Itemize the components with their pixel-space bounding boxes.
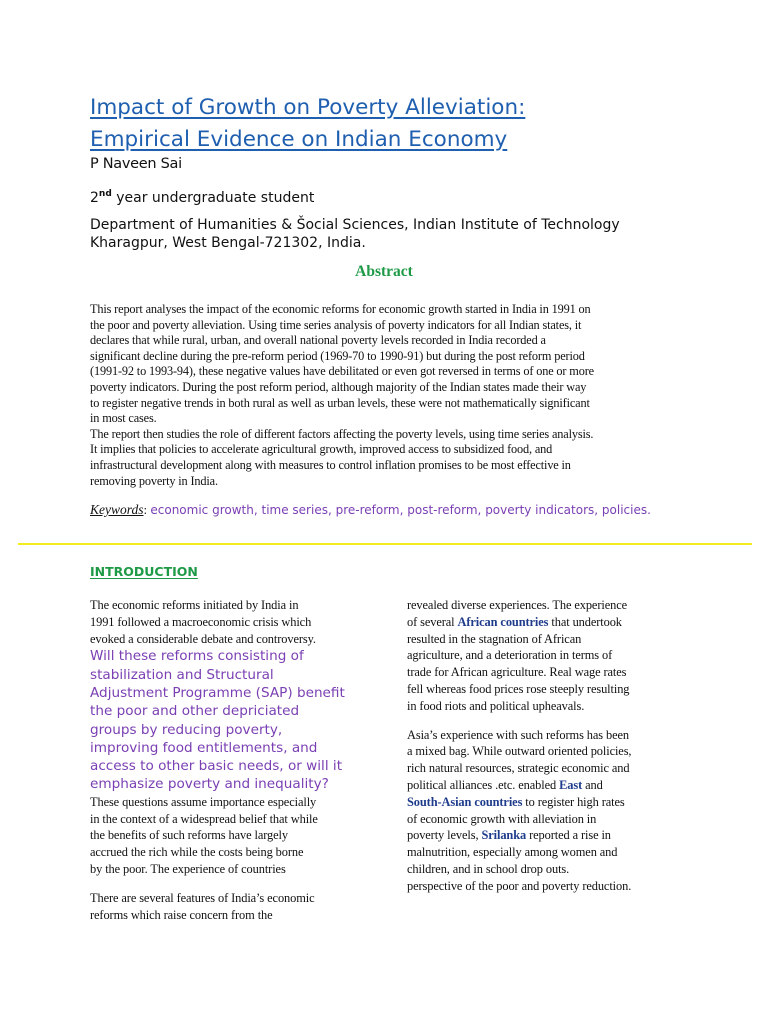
question-line: groups by reducing poverty, <box>90 721 283 738</box>
intro-column-right <box>407 597 697 895</box>
research-question <box>90 647 380 793</box>
abstract-line: in most cases. <box>90 411 157 426</box>
body-line <box>407 614 697 631</box>
body-line: rich natural resources, strategic economic and <box>407 761 630 776</box>
body-line: malnutrition, especially among women and <box>407 845 618 860</box>
keywords-colon: : <box>143 502 151 517</box>
question-line: stabilization and Structural <box>90 666 274 683</box>
body-line: reforms which raise concern from the <box>90 907 273 922</box>
body-line: Asia’s experience with such reforms has been <box>407 727 629 742</box>
abstract-line: This report analyses the impact of the economic reforms for economic growth started in India in 1991 on <box>90 302 591 316</box>
body-line: in food riots and political upheavals. <box>407 698 585 713</box>
body-text: reported a rise in <box>526 828 611 843</box>
question-line: Adjustment Programme (SAP) benefit <box>90 684 345 701</box>
abstract-line: the poor and poverty alleviation. Using time series analysis of poverty indicators for all Indian states, it <box>90 317 582 332</box>
author-year <box>90 190 314 206</box>
question-line: improving food entitlements, and <box>90 739 318 756</box>
body-text: of several <box>407 614 458 629</box>
abstract-line: (1991-92 to 1993-94), these negative values have debilitated or even got reversed in terms of one or more <box>90 364 594 379</box>
keyword-separator: , <box>477 503 486 517</box>
abstract-line: infrastructural development along with measures to control inflation promises to be most effective in <box>90 457 571 472</box>
abstract-heading: Abstract <box>355 263 413 280</box>
body-line: These questions assume importance especially <box>90 794 317 809</box>
question-line: the poor and other depriciated <box>90 703 300 720</box>
body-line: resulted in the stagnation of African <box>407 631 582 646</box>
keywords-label: Keywords <box>90 502 144 517</box>
body-line: children, and in school drop outs. <box>407 861 570 876</box>
abstract-body <box>90 302 690 489</box>
highlight-term: Srilanka <box>481 828 527 843</box>
body-line: a mixed bag. While outward oriented policies, <box>407 744 632 759</box>
paragraph-gap <box>90 878 380 890</box>
abstract-line: It implies that policies to accelerate agricultural growth, improved access to subsidized food, and <box>90 442 553 457</box>
author-name: P Naveen Sai <box>90 156 182 172</box>
keyword-separator: , <box>399 503 408 517</box>
keyword-link[interactable]: poverty indicators <box>485 503 595 517</box>
affiliation-line-2: Kharagpur, West Bengal-721302, India. <box>90 235 366 251</box>
keyword-link[interactable]: time series <box>261 503 328 517</box>
paragraph-gap <box>407 715 697 727</box>
abstract-line: to register negative trends in both rural as well as urban levels, these were not mathematically significant <box>90 395 590 410</box>
body-line: accrued the rich while the costs being borne <box>90 845 304 860</box>
body-line: of economic growth with alleviation in <box>407 811 597 826</box>
section-divider <box>18 543 752 545</box>
body-line: trade for African agriculture. Real wage rates <box>407 665 627 680</box>
highlight-term: African countries <box>457 614 549 629</box>
year-ordinal-suffix: nd <box>98 189 112 199</box>
introduction-heading[interactable]: INTRODUCTION <box>90 564 198 579</box>
abstract-line: significant decline during the pre-reform period (1969-70 to 1990-91) but during the post reform period <box>90 348 585 363</box>
body-text: political alliances .etc. enabled <box>407 777 560 792</box>
keyword-separator: , <box>253 503 262 517</box>
body-line: There are several features of India’s economic <box>90 890 315 905</box>
abstract-line: declares that while rural, urban, and overall national poverty levels recorded in India recorded a <box>90 333 546 348</box>
abstract-line: removing poverty in India. <box>90 473 218 488</box>
abstract-line: The report then studies the role of different factors affecting the poverty levels, using time series analysis. <box>90 426 594 441</box>
body-text: to register high rates <box>522 794 625 809</box>
body-line: 1991 followed a macroeconomic crisis which <box>90 614 312 629</box>
keyword-separator: , <box>327 503 336 517</box>
intro-column-left <box>90 597 380 923</box>
body-text: that undertook <box>548 614 622 629</box>
body-line: evoked a considerable debate and controversy. <box>90 631 316 646</box>
question-line: emphasize poverty and inequality? <box>90 776 329 793</box>
author-affiliation <box>90 216 750 252</box>
paper-title[interactable] <box>90 92 730 156</box>
keyword-link[interactable]: pre-reform <box>335 503 400 517</box>
body-text: poverty levels, <box>407 828 482 843</box>
keyword-separator: . <box>647 503 651 517</box>
year-ordinal: 2 <box>90 190 99 206</box>
body-line <box>407 827 697 844</box>
keyword-link[interactable]: economic growth <box>150 503 254 517</box>
body-line: revealed diverse experiences. The experience <box>407 598 627 612</box>
year-text: year undergraduate student <box>111 190 315 206</box>
body-line: agriculture, and a deterioration in terms of <box>407 648 613 663</box>
highlight-term: East <box>559 777 583 792</box>
keyword-link[interactable]: policies <box>601 503 648 517</box>
body-line <box>407 794 697 811</box>
paper-title-line-2[interactable]: Empirical Evidence on Indian Economy <box>90 127 508 152</box>
abstract-line: poverty indicators. During the post reform period, although majority of the Indian states made their way <box>90 379 587 394</box>
body-line: in the context of a widespread belief that while <box>90 811 318 826</box>
keyword-separator: , <box>594 503 602 517</box>
question-line: Will these reforms consisting of <box>90 648 304 665</box>
body-line: The economic reforms initiated by India in <box>90 598 299 612</box>
question-line: access to other basic needs, or will it <box>90 758 343 775</box>
body-line: fell whereas food prices rose steeply resulting <box>407 681 630 696</box>
highlight-term: South-Asian countries <box>407 794 523 809</box>
body-line: by the poor. The experience of countries <box>90 861 286 876</box>
body-line: perspective of the poor and poverty reduction. <box>407 878 632 893</box>
keywords-line <box>90 502 651 518</box>
affiliation-line-1: Department of Humanities & Šocial Sciences, Indian Institute of Technology <box>90 217 620 233</box>
body-line: the benefits of such reforms have largely <box>90 828 288 843</box>
paper-title-line-1[interactable]: Impact of Growth on Poverty Alleviation: <box>90 95 526 120</box>
keyword-link[interactable]: post-reform <box>407 503 478 517</box>
body-text: and <box>582 777 603 792</box>
body-line <box>407 777 697 794</box>
